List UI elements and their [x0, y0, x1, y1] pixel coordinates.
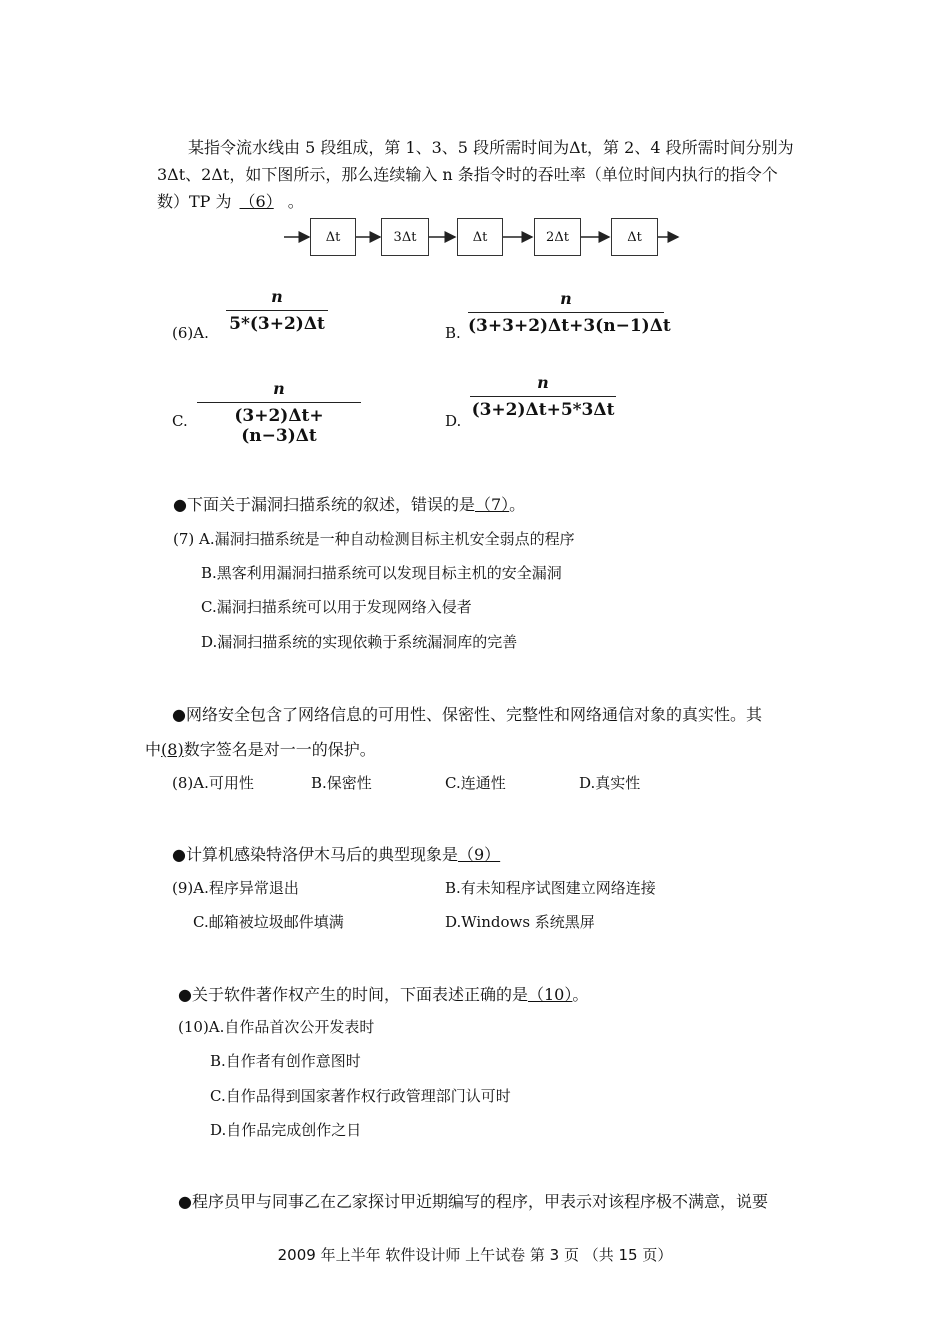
q9-option-b: B.有未知程序试图建立网络连接: [445, 879, 656, 897]
q8-option-a: (8)A.可用性: [172, 774, 254, 792]
q9-stem-text: 计算机感染特洛伊木马后的典型现象是: [185, 845, 458, 864]
q8-stem-line1-text: 网络安全包含了网络信息的可用性、保密性、完整性和网络通信对象的真实性。其: [185, 705, 762, 724]
q7-stem-end: 。: [509, 495, 526, 514]
fraction-bar: [226, 310, 328, 311]
q6-option-c-label: C.: [172, 412, 188, 430]
q6-option-a-numerator: n: [271, 287, 283, 306]
q6-option-a-formula: [226, 288, 328, 334]
q10-option-c: C.自作品得到国家著作权行政管理部门认可时: [210, 1087, 511, 1105]
pipeline-stage-2: 3Δt: [381, 218, 429, 256]
q10-option-d: D.自作品完成创作之日: [210, 1121, 362, 1139]
q6-stem-line1: 某指令流水线由 5 段组成，第 1、3、5 段所需时间为Δt，第 2、4 段所需时间分别为: [188, 138, 794, 157]
q10-option-a: (10)A.自作品首次公开发表时: [178, 1018, 375, 1036]
q6-stem-prefix: 数）TP 为: [157, 192, 232, 211]
q6-option-c-formula: [197, 380, 361, 446]
q6-option-c-numerator: n: [273, 379, 285, 398]
q11-stem-text: 程序员甲与同事乙在乙家探讨甲近期编写的程序，甲表示对该程序极不满意，说要: [191, 1192, 768, 1211]
pipeline-stage-4: 2Δt: [534, 218, 581, 256]
pipeline-stage-1: Δt: [310, 218, 356, 256]
q10-blank: （10）: [527, 985, 573, 1004]
fraction-bar: [197, 402, 361, 403]
q11-bullet: ●: [178, 1192, 192, 1211]
q6-stem-line3: [157, 189, 304, 212]
q6-option-b-formula: [468, 289, 671, 336]
q9-bullet: ●: [172, 845, 186, 864]
q9-option-a: (9)A.程序异常退出: [172, 879, 299, 897]
q10-bullet: ●: [178, 985, 192, 1004]
fraction-bar: [468, 312, 664, 313]
q10-option-b: B.自作者有创作意图时: [210, 1052, 361, 1070]
q11-stem: [178, 1189, 768, 1212]
q6-option-b-denominator: (3+3+2)Δt+3(n−1)Δt: [468, 316, 671, 336]
q7-stem-text: 下面关于漏洞扫描系统的叙述，错误的是: [186, 495, 475, 514]
q8-blank: (8): [161, 740, 184, 759]
fraction-bar: [470, 396, 616, 397]
q8-stem-line2: [145, 737, 376, 760]
q7-option-b: B.黑客利用漏洞扫描系统可以发现目标主机的安全漏洞: [201, 564, 562, 582]
q7-option-c: C.漏洞扫描系统可以用于发现网络入侵者: [201, 598, 472, 616]
q6-stem-line2: 3Δt、2Δt，如下图所示，那么连续输入 n 条指令时的吞吐率（单位时间内执行的指令个: [157, 165, 778, 184]
page-footer: 2009 年上半年 软件设计师 上午试卷 第 3 页 （共 15 页）: [277, 1246, 673, 1264]
q7-stem: [173, 492, 525, 515]
q7-option-d: D.漏洞扫描系统的实现依赖于系统漏洞库的完善: [201, 633, 518, 651]
q6-option-a-label: (6)A.: [172, 324, 209, 342]
pipeline-stage-5: Δt: [611, 218, 658, 256]
q9-option-c: C.邮箱被垃圾邮件填满: [193, 913, 344, 931]
q6-option-b-numerator: n: [560, 289, 572, 308]
q6-option-c-denominator: (3+2)Δt+(n−3)Δt: [234, 406, 324, 446]
q8-stem-line1: [172, 702, 762, 725]
q6-option-a-denominator: 5*(3+2)Δt: [229, 314, 325, 334]
q8-option-c: C.连通性: [445, 774, 506, 792]
q9-option-d: D.Windows 系统黑屏: [445, 913, 595, 931]
q6-option-d-numerator: n: [537, 373, 549, 392]
q8-option-d: D.真实性: [579, 774, 641, 792]
q10-stem-text: 关于软件著作权产生的时间，下面表述正确的是: [191, 985, 528, 1004]
q8-stem-prefix: 中: [145, 740, 162, 759]
q9-stem: [172, 842, 500, 865]
q6-option-d-label: D.: [445, 412, 462, 430]
q6-option-d-formula: [470, 374, 616, 420]
q7-bullet: ●: [173, 495, 187, 514]
q10-stem-end: 。: [572, 985, 589, 1004]
q6-option-d-denominator: (3+2)Δt+5*3Δt: [471, 400, 615, 420]
q8-option-b: B.保密性: [311, 774, 372, 792]
q8-stem-suffix: 数字签名是对一一的保护。: [183, 740, 376, 759]
q7-blank: （7）: [474, 495, 510, 514]
q6-stem-suffix: 。: [287, 192, 304, 211]
q6-blank: （6）: [239, 192, 274, 211]
pipeline-stage-3: Δt: [457, 218, 503, 256]
q10-stem: [178, 982, 588, 1005]
q7-option-a: (7) A.漏洞扫描系统是一种自动检测目标主机安全弱点的程序: [173, 530, 575, 548]
q6-option-b-label: B.: [445, 324, 461, 342]
q9-blank: （9）: [457, 845, 501, 864]
q8-bullet: ●: [172, 705, 186, 724]
